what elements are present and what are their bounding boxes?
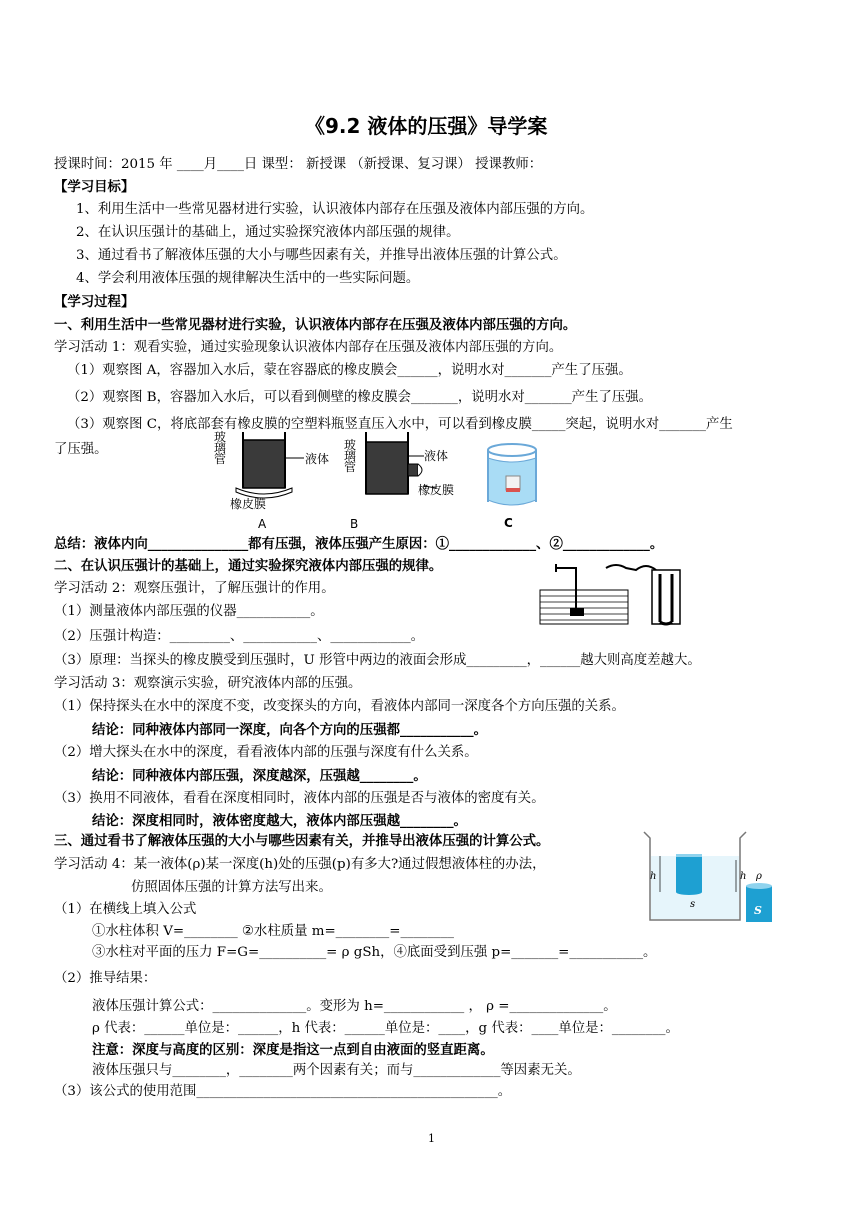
goal-item-3: 3、通过看书了解液体压强的大小与哪些因素有关，并推导出液体压强的计算公式。 (76, 248, 567, 263)
conclusion-2: 结论：同种液体内部压强，深度越深，压强越________。 (92, 768, 427, 784)
fig-b-glass-label: 玻 (344, 438, 357, 452)
gauge-q2: （2）压强计构造：_________、___________、____________。 (54, 629, 425, 644)
gauge-q1: （1）测量液体内部压强的仪器___________。 (54, 604, 324, 619)
depth-note: 注意：深度与高度的区别：深度是指这一点到自由液面的竖直距离。 (92, 1042, 494, 1058)
question-3-line-2: 了压强。 (54, 442, 108, 457)
figure-c (484, 440, 544, 515)
formula-line-1: ①水柱体积 V=________ ②水柱质量 m=________=________ (92, 924, 455, 939)
section-1-heading: 一、利用生活中一些常见器材进行实验，认识液体内部存在压强及液体内部压强的方向。 (54, 317, 577, 333)
fig-b-glass-label-2: 璃 (344, 449, 357, 463)
page-number: 1 (428, 1132, 435, 1145)
fig-h-label-2: h (740, 871, 747, 882)
activity-4-line-1: 学习活动 4：某一液体(ρ)某一深度(h)处的压强(p)有多大?通过假想液体柱的办法， (54, 857, 546, 872)
section-2-heading: 二、在认识压强计的基础上，通过实验探究液体内部压强的规律。 (54, 558, 443, 574)
fig-a-glass-label-3: 管 (214, 452, 227, 466)
question-1: （1）观察图 A，容器加入水后，蒙在容器底的橡皮膜会______，说明水对_______产生了压强。 (67, 363, 632, 378)
gauge-q3: （3）原理：当探头的橡皮膜受到压强时，U 形管中两边的液面会形成_________，______越大则高度差越大。 (54, 653, 701, 668)
activity-3: 学习活动 3：观察演示实验，研究液体内部的压强。 (54, 676, 362, 691)
conclusion-3: 结论：深度相同时，液体密度越大，液体内部压强越________。 (92, 813, 467, 829)
fig-rho-label: ρ (756, 871, 762, 882)
activity-4-line-2: 仿照固体压强的计算方法写出来。 (131, 880, 332, 895)
liquid-column-figure (636, 828, 786, 928)
goal-item-1: 1、利用生活中一些常见器材进行实验，认识液体内部存在压强及液体内部压强的方向。 (76, 202, 594, 217)
formula-heading: （1）在横线上填入公式 (54, 902, 197, 917)
derivation-heading: （2）推导结果： (54, 971, 157, 986)
goal-item-4: 4、学会利用液体压强的规律解决生活中的一些实际问题。 (76, 271, 420, 286)
fig-a-label: A (258, 517, 267, 531)
derivation-1: 液体压强计算公式：______________。变形为 h=____________ ， ρ =______________。 (92, 999, 617, 1014)
formula-scope: （3）该公式的使用范围_____________________________________________。 (54, 1084, 512, 1099)
formula-line-2: ③水柱对平面的压力 F=G=__________= ρ gSh，④底面受到压强 p=_______=___________。 (92, 945, 657, 960)
goals-heading: 【学习目标】 (54, 179, 135, 195)
process-heading: 【学习过程】 (54, 294, 135, 310)
page-title: 《9.2 液体的压强》导学案 (305, 114, 548, 138)
experiment-1: （1）保持探头在水中的深度不变，改变探头的方向，看液体内部同一深度各个方向压强的关系。 (54, 699, 625, 714)
conclusion-1: 结论：同种液体内部同一深度，向各个方向的压强都___________。 (92, 722, 488, 738)
figure-b (350, 430, 470, 530)
derivation-3: 液体压强只与________，________两个因素有关；而与_____________等因素无关。 (92, 1063, 581, 1078)
derivation-2: ρ 代表：______单位是：______，h 代表：______单位是：____，g 代表：____单位是：________。 (92, 1021, 679, 1036)
lesson-header: 授课时间：2015 年 ____月____日 课型： 新授课 （新授课、复习课） 授课教师： (54, 157, 543, 172)
section-3-heading: 三、通过看书了解液体压强的大小与哪些因素有关，并推导出液体压强的计算公式。 (54, 833, 550, 849)
question-3-line-1: （3）观察图 C，将底部套有橡皮膜的空塑料瓶竖直压入水中，可以看到橡皮膜_____突起，说明水对_______产生 (67, 417, 733, 432)
fig-h-label-1: h (650, 871, 657, 882)
fig-b-label: B (350, 517, 359, 531)
activity-2: 学习活动 2：观察压强计，了解压强计的作用。 (54, 581, 335, 596)
figure-a (210, 430, 330, 530)
fig-c-label: C (504, 516, 513, 530)
goal-item-2: 2、在认识压强计的基础上，通过实验探究液体内部压强的规律。 (76, 225, 460, 240)
fig-a-membrane-label: 橡皮膜 (230, 497, 267, 511)
activity-1: 学习活动 1：观看实验，通过实验现象认识液体内部存在压强及液体内部压强的方向。 (54, 340, 563, 355)
fig-s-label-1: s (690, 899, 696, 910)
fig-s-label-2: S (754, 904, 762, 917)
fig-a-liquid-label: 液体 (305, 452, 330, 466)
fig-a-glass-label-2: 璃 (214, 441, 227, 455)
fig-a-glass-label: 玻 (214, 430, 227, 444)
pressure-gauge-figure (536, 560, 686, 630)
experiment-3: （3）换用不同液体，看看在深度相同时，液体内部的压强是否与液体的密度有关。 (54, 791, 545, 806)
fig-b-glass-label-3: 管 (344, 460, 357, 474)
fig-b-liquid-label: 液体 (424, 449, 449, 463)
question-2: （2）观察图 B，容器加入水后，可以看到侧壁的橡皮膜会_______，说明水对_______产生了压强。 (67, 390, 653, 405)
experiment-2: （2）增大探头在水中的深度，看看液体内部的压强与深度有什么关系。 (54, 745, 478, 760)
fig-b-membrane-label: 橡皮膜 (418, 483, 455, 497)
summary: 总结：液体内向_______________都有压强，液体压强产生原因：①_____________、②_____________。 (54, 536, 664, 552)
